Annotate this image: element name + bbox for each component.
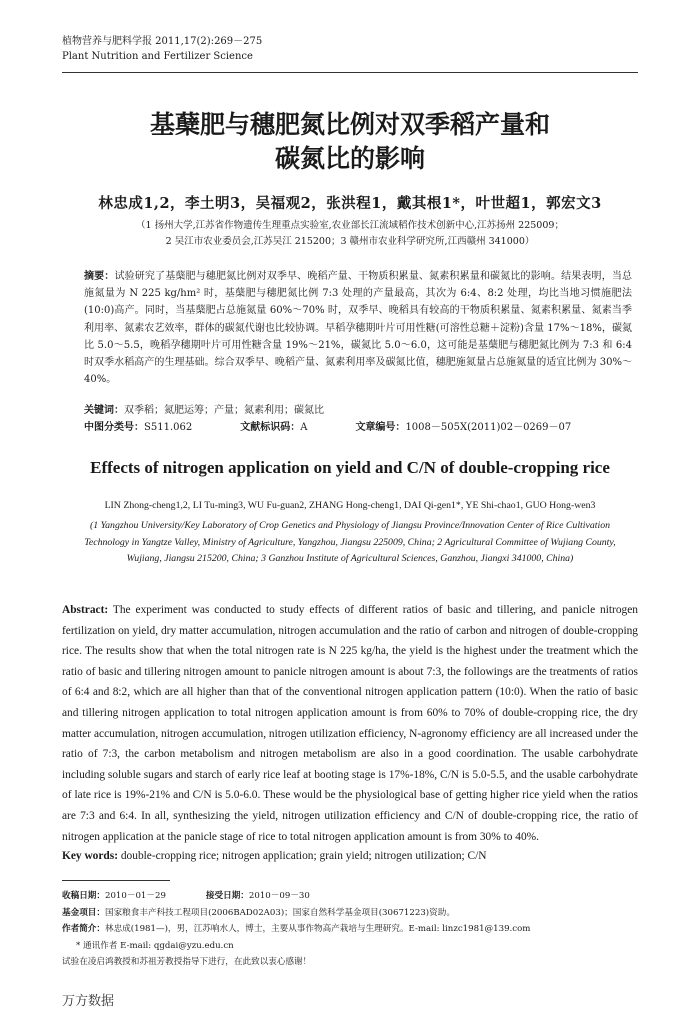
author-bio-text: 林忠成(1981—)，男，江苏响水人，博士，主要从事作物高产栽培与生理研究。E-mail: linzc1981@139.com: [104, 924, 531, 934]
document-code-label: 文献标识码：: [240, 422, 301, 434]
chinese-affiliations: [0, 218, 700, 250]
fund-text: 国家粮食丰产科技工程项目(2006BAD02A03)；国家自然科学基金项目(30671223)资助。: [104, 907, 455, 918]
english-abstract: [62, 600, 638, 847]
chinese-title: [0, 108, 700, 176]
chinese-authors: 林忠成1,2，李土明3，吴福观2，张洪程1，戴其根1*，叶世超1，郭宏文3: [98, 195, 602, 212]
chinese-keywords-text: 双季稻；氮肥运筹；产量；氮素利用；碳氮比: [124, 405, 324, 416]
clc-code: [84, 419, 192, 436]
english-keywords: [62, 850, 638, 862]
dates-footnote: [62, 888, 642, 905]
fund-footnote: [62, 905, 642, 922]
english-keywords-text: double-cropping rice; nitrogen application; grain yield; nitrogen utilization; C/N: [120, 850, 487, 862]
footnote-rule: [62, 880, 170, 881]
received-label: 收稿日期：: [62, 891, 105, 901]
author-bio-footnote: [62, 921, 642, 938]
chinese-keywords: [84, 402, 644, 419]
clc-label: 中图分类号：: [84, 422, 144, 434]
classification-row: [84, 419, 644, 436]
author-bio-label: 作者简介：: [62, 924, 105, 934]
clc-value: S511.062: [144, 422, 193, 434]
chinese-abstract-label: 摘要：: [84, 271, 115, 282]
accepted-date: 2010－09－30: [248, 891, 310, 901]
english-title: Effects of nitrogen application on yield and C/N of double-cropping rice: [90, 458, 610, 477]
document-code-value: A: [300, 422, 308, 434]
english-affiliations: (1 Yangzhou University/Key Laboratory of Crop Genetics and Physiology of Jiangsu Province/Innovation Center of Rice Cultivation Technology in Yangtze Valley, Ministry of Agriculture, Yangzhou, Jiangsu 225009, China; 2 Agricultural Committee of Wujiang County, Wujiang, Jiangsu 215200, China; 3 Ganzhou Institute of Agricultural Sciences, Ganzhou, Jiangxi 341000, China): [84, 520, 616, 564]
journal-name-cn: 植物营养与肥料学报 2011,17(2):269－275: [62, 36, 263, 47]
fund-label: 基金项目：: [62, 907, 105, 918]
english-authors: LIN Zhong-cheng1,2, LI Tu-ming3, WU Fu-guan2, ZHANG Hong-cheng1, DAI Qi-gen1*, YE Shi-chao1, GUO Hong-wen3: [104, 500, 596, 511]
accepted-label: 接受日期：: [205, 891, 249, 901]
english-keywords-label: Key words:: [62, 850, 118, 862]
chinese-keywords-label: 关键词：: [84, 405, 124, 416]
english-abstract-text: The experiment was conducted to study effects of different ratios of basic and tillering, and panicle nitrogen fertilization on yield, dry matter accumulation, nitrogen accumulation and the ratio of carbon and nitrogen of double-cropping rice. The results show that when the total nitrogen rate is N 225 kg/ha, the yield is the highest under the treatment which the ratio of basic and tillering nitrogen amount to panicle nitrogen amount is about 7:3, the followings are the treatments of ratios of 6:4 and 8:2, which are all higher than that of the conventional nitrogen application pattern (10:0). When the ratio of basic and tillering nitrogen application to total nitrogen application amount is from 60% to 70% of double-cropping rice, the dry matter accumulation, nitrogen accumulation, nitrogen utilization efficiency, N-agronomy efficiency are all increased under the ratio of 7:3, the carbon metabolism and nitrogen metabolism are also in a good coordination. The usable carbohydrate including soluble sugars and starch of early rice leaf at booting stage is 17%-18%, C/N is 5.0-5.5, and the usable carbohydrate of late rice is 19%-21% and C/N is 5.0-6.0. These would be the physiological base of getting higher rice yield when the ratios are 7:3 and 6:4. In all, synthesizing the yield, nitrogen utilization efficiency and C/N of double-cropping rice, the ratio of nitrogen application at the panicle stage of rice to total nitrogen application amount is from 30% to 40%.: [62, 604, 638, 843]
journal-name-en: Plant Nutrition and Fertilizer Science: [62, 51, 253, 62]
article-number-value: 1008－505X(2011)02－0269－07: [405, 422, 572, 434]
chinese-metadata: [84, 402, 644, 437]
document-code: [240, 419, 307, 436]
corresponding-author-footnote: * 通讯作者 E-mail: qgdai@yzu.edu.cn: [76, 940, 234, 951]
chinese-title-line2: 碳氮比的影响: [274, 144, 425, 173]
article-number-label: 文章编号：: [355, 422, 406, 434]
article-number: [355, 419, 571, 436]
chinese-affiliation-line1: （1 扬州大学,江苏省作物遗传生理重点实验室,农业部长江流域稻作技术创新中心,江苏扬州 225009；: [136, 220, 564, 231]
received-date: 2010－01－29: [104, 891, 166, 901]
chinese-abstract: [84, 268, 632, 388]
english-abstract-label: Abstract:: [62, 604, 109, 616]
chinese-title-line1: 基蘖肥与穗肥氮比例对双季稻产量和: [149, 110, 550, 139]
chinese-abstract-text: 试验研究了基蘖肥与穗肥氮比例对双季早、晚稻产量、干物质积累量、氮素积累量和碳氮比的影响。结果表明，当总施氮量为 N 225 kg/hm² 时，基蘖肥与穗肥氮比例 7:3 处理的产量最高，其次为 6:4、8:2 处理，均比当地习惯施肥法(10:0)高产。同时，当基蘖肥占总施氮量 60%～70% 时，双季早、晚稻具有较高的干物质积累量、氮素积累量、氮素当季利用率、氮素农艺效率，群体的碳氮代谢也比较协调。早稻孕穗期叶片可用性糖(可溶性总糖＋淀粉)含量 17%～18%，碳氮比 5.0～5.5，晚稻孕穗期叶片可用性糖含量 19%～21%，碳氮比 5.0～6.0，这可能是基蘖肥与穗肥氮比例为 7:3 和 6:4 时双季水稻高产的生理基础。综合双季早、晚稻产量、氮素利用率及碳氮比值，穗肥施氮量占总施氮量的适宜比例为 30%～40%。: [84, 271, 632, 386]
wanfang-watermark: 万方数据: [62, 994, 115, 1009]
journal-header: [62, 34, 262, 64]
header-rule: [62, 72, 638, 73]
chinese-affiliation-line2: 2 吴江市农业委员会,江苏吴江 215200；3 赣州市农业科学研究所,江西赣州 341000）: [165, 236, 535, 247]
acknowledgement-footnote: 试验在凌启鸿教授和苏祖芳教授指导下进行，在此致以衷心感谢！: [62, 957, 312, 967]
footnotes: [62, 888, 642, 971]
